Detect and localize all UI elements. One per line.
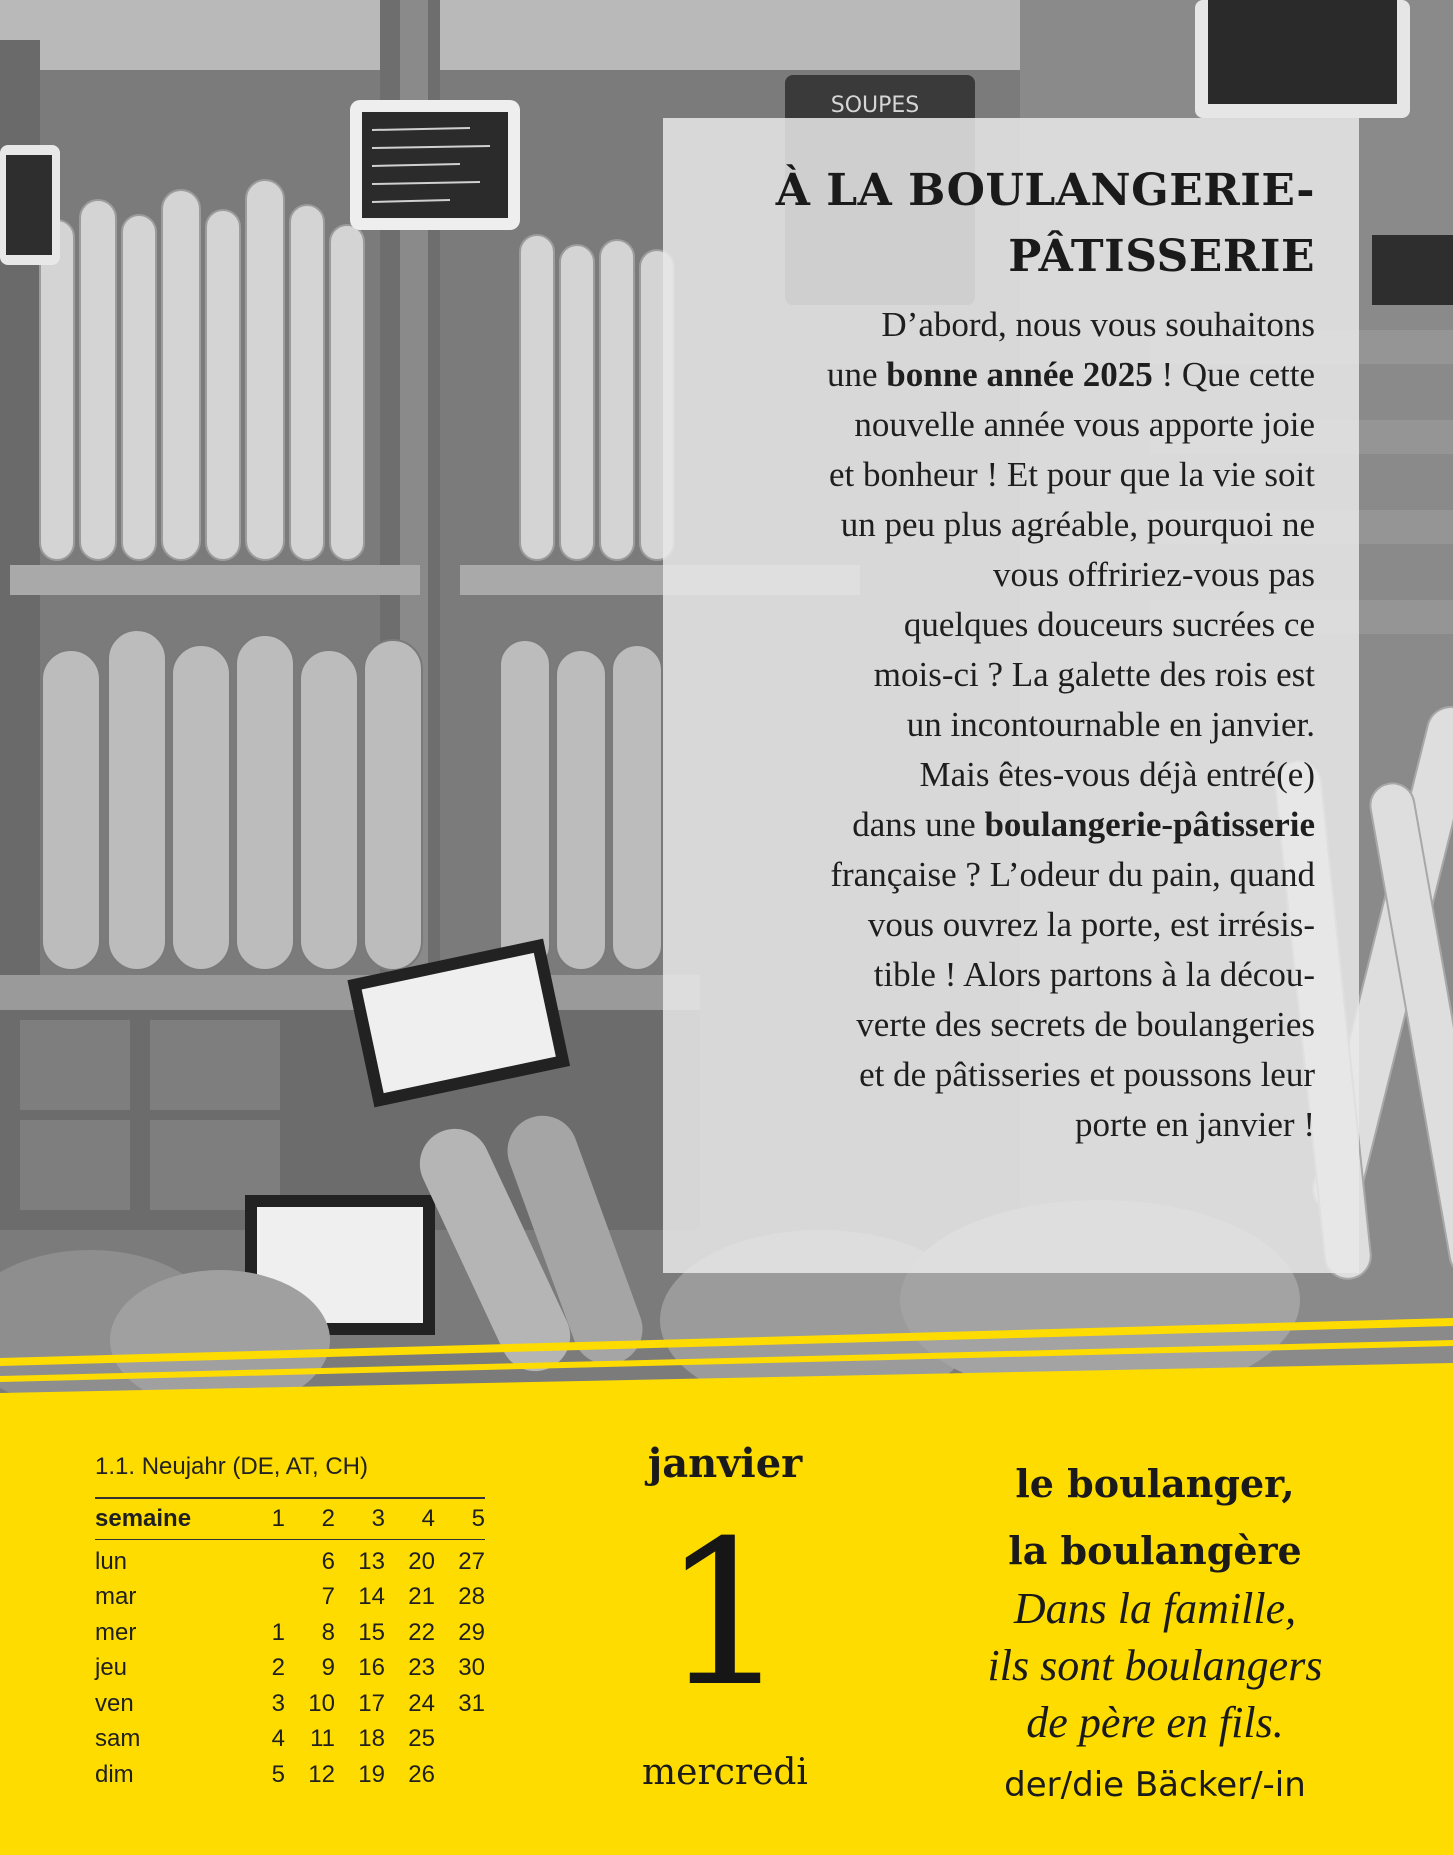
week-number: 2 — [321, 1505, 335, 1532]
article-title-line-1: À LA BOULANGERIE- — [775, 165, 1315, 216]
calendar-row — [95, 1757, 485, 1793]
calendar-date: 19 — [358, 1760, 385, 1788]
calendar-date: 16 — [358, 1654, 385, 1682]
article-line: quelques douceurs sucrées ce — [903, 605, 1315, 644]
calendar-date: 31 — [458, 1689, 485, 1717]
week-number: 3 — [371, 1505, 385, 1532]
article-line: Mais êtes-vous déjà entré(e) — [919, 755, 1315, 794]
calendar-row — [95, 1544, 485, 1580]
article-title-line-2: PÂTISSERIE — [1008, 231, 1315, 282]
calendar-row — [95, 1651, 485, 1687]
weekday-label: jeu — [95, 1654, 128, 1682]
calendar-date: 1 — [271, 1618, 285, 1646]
article-line: un peu plus agréable, pourquoi ne — [840, 505, 1315, 544]
vocabulary-box — [920, 1450, 1390, 1815]
article-line: et bonheur ! Et pour que la vie soit — [829, 455, 1315, 494]
vocab-term-line: la boulangère — [1008, 1528, 1302, 1573]
calendar-date: 30 — [458, 1654, 485, 1682]
vocab-translation: der/die Bäcker/-in — [1004, 1765, 1306, 1805]
article-line: nouvelle année vous apporte joie — [854, 405, 1315, 444]
calendar-date: 12 — [308, 1760, 335, 1788]
calendar-row — [95, 1615, 485, 1651]
article-line: verte des secrets de boulangeries — [856, 1005, 1315, 1044]
weekday-label: lun — [95, 1547, 128, 1575]
calendar-date: 7 — [321, 1583, 335, 1611]
article-body — [655, 300, 1315, 1150]
article-line: vous offririez-vous pas — [992, 555, 1315, 594]
calendar-date: 8 — [321, 1618, 335, 1646]
calendar-date: 27 — [458, 1547, 485, 1575]
calendar-date: 29 — [458, 1618, 485, 1646]
article-line: D’abord, nous vous souhaitons — [881, 305, 1315, 344]
weekday-label: ven — [95, 1689, 134, 1717]
calendar-date: 5 — [271, 1760, 285, 1788]
article-line: porte en janvier ! — [1074, 1105, 1315, 1144]
article-highlight: bonne année 2025 — [886, 355, 1153, 394]
week-number: 4 — [421, 1505, 435, 1532]
vocab-example — [920, 1580, 1390, 1751]
calendar-row — [95, 1686, 485, 1722]
soupes-sign-text: SOUPES — [830, 93, 920, 118]
article-line: tible ! Alors partons à la décou- — [873, 955, 1315, 994]
week-number: 5 — [471, 1505, 485, 1532]
holiday-note: 1.1. Neujahr (DE, AT, CH) — [95, 1453, 368, 1480]
article-line: et de pâtisseries et poussons leur — [859, 1055, 1315, 1094]
calendar-date: 13 — [358, 1547, 385, 1575]
calendar-date: 26 — [408, 1760, 435, 1788]
vocab-term-line: le boulanger, — [1015, 1461, 1295, 1506]
weekday-label: mer — [95, 1618, 137, 1646]
calendar-date: 14 — [358, 1583, 385, 1611]
calendar-date: 17 — [358, 1689, 385, 1717]
calendar-date: 2 — [271, 1654, 285, 1682]
calendar-date: 9 — [321, 1654, 335, 1682]
price-sign-top — [350, 100, 520, 230]
vocab-example-line: de père en fils. — [1026, 1698, 1284, 1747]
day-number: 1 — [661, 1498, 789, 1731]
yellow-stripes — [0, 1318, 1453, 1398]
weekday-label: dim — [95, 1760, 134, 1788]
vocab-term — [920, 1450, 1390, 1584]
calendar-date: 21 — [408, 1583, 435, 1611]
calendar-date: 3 — [271, 1689, 285, 1717]
calendar-row — [95, 1722, 485, 1758]
article-line: mois-ci ? La galette des rois est — [873, 655, 1315, 694]
week-label: semaine — [95, 1505, 192, 1532]
calendar-date: 15 — [358, 1618, 385, 1646]
weekday-label: mar — [95, 1583, 137, 1611]
calendar-date: 6 — [321, 1547, 335, 1575]
calendar-row — [95, 1580, 485, 1616]
calendar-date: 20 — [408, 1547, 435, 1575]
calendar-date: 4 — [271, 1725, 285, 1753]
weekday-name: mercredi — [642, 1752, 808, 1793]
week-number: 1 — [271, 1505, 285, 1532]
calendar-date: 23 — [408, 1654, 435, 1682]
calendar-date: 25 — [408, 1725, 435, 1753]
article-line: française ? L’odeur du pain, quand — [830, 855, 1315, 894]
vocab-example-line: Dans la famille, — [1013, 1584, 1297, 1633]
article-line: vous ouvrez la porte, est irrésis- — [867, 905, 1315, 944]
calendar-date: 22 — [408, 1618, 435, 1646]
weekday-label: sam — [95, 1725, 141, 1753]
calendar-date: 18 — [358, 1725, 385, 1753]
calendar-body — [95, 1540, 485, 1793]
vocab-example-line: ils sont boulangers — [987, 1641, 1323, 1690]
month-label: janvier — [647, 1440, 803, 1487]
article-panel — [663, 118, 1359, 1273]
article-line: une bonne année 2025 ! Que cette — [826, 355, 1315, 394]
calendar-date: 11 — [310, 1725, 335, 1753]
mini-calendar — [95, 1497, 485, 1793]
article-title — [675, 158, 1315, 290]
article-line: dans une boulangerie-pâtisserie — [852, 805, 1315, 844]
calendar-date: 28 — [458, 1583, 485, 1611]
calendar-header — [95, 1497, 485, 1540]
article-highlight: boulangerie-pâtisserie — [984, 805, 1315, 844]
calendar-date: 10 — [308, 1689, 335, 1717]
article-line: un incontournable en janvier. — [906, 705, 1315, 744]
calendar-date: 24 — [408, 1689, 435, 1717]
